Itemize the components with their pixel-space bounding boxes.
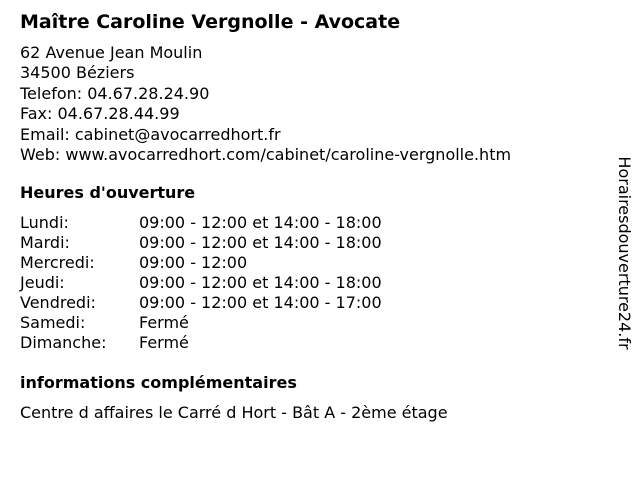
contact-block [20,43,511,165]
side-watermark: Horairesdouverture24.fr [615,156,634,350]
hours-time: 09:00 - 12:00 [139,253,248,272]
hours-time: 09:00 - 12:00 et 14:00 - 18:00 [139,273,382,292]
hours-time: 09:00 - 12:00 et 14:00 - 18:00 [139,233,382,252]
hours-day: Mercredi: [20,253,95,272]
hours-time: Fermé [139,333,189,352]
hours-heading: Heures d'ouverture [20,183,196,202]
hours-time: 09:00 - 12:00 et 14:00 - 17:00 [139,293,382,312]
hours-day: Lundi: [20,213,69,232]
phone-line: Telefon: 04.67.28.24.90 [20,83,210,103]
hours-day: Jeudi: [20,273,65,292]
address-street: 62 Avenue Jean Moulin [20,43,203,62]
email-line: Email: cabinet@avocarredhort.fr [20,124,281,144]
hours-time: 09:00 - 12:00 et 14:00 - 18:00 [139,213,382,232]
hours-day: Vendredi: [20,293,96,312]
fax-line: Fax: 04.67.28.44.99 [20,104,180,124]
hours-day: Mardi: [20,233,70,252]
page-title: Maître Caroline Vergnolle - Avocate [20,11,401,33]
address-city: 34500 Béziers [20,63,135,83]
web-line: Web: www.avocarredhort.com/cabinet/caroline-vergnolle.htm [20,144,512,164]
hours-time: Fermé [139,313,189,332]
info-text: Centre d affaires le Carré d Hort - Bât A - 2ème étage [20,403,448,422]
hours-day: Dimanche: [20,333,107,352]
hours-day: Samedi: [20,313,86,332]
info-heading: informations complémentaires [20,373,297,392]
